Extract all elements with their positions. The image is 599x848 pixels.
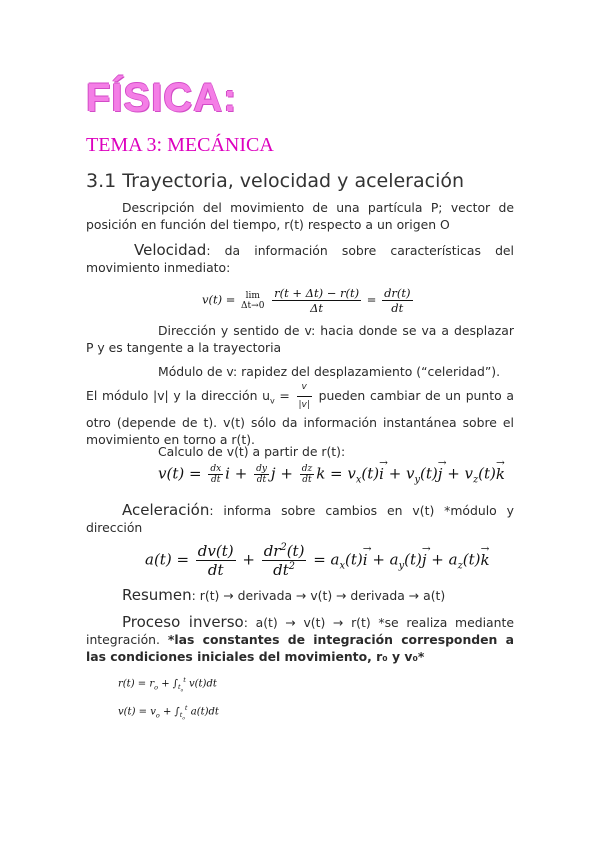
proceso-bold-text: *las constantes de integración corresponden a las condiciones iniciales del movimiento, r₀ y v₀* bbox=[86, 632, 514, 664]
resumen-text: : r(t) → derivada → v(t) → derivada → a(t) bbox=[191, 588, 446, 603]
paragraph-resumen bbox=[86, 587, 514, 604]
page-title: FÍSICA: bbox=[86, 76, 238, 120]
paragraph-direccion: Dirección y sentido de v: hacia donde se va a desplazar P y es tangente a la trayectoria bbox=[86, 323, 514, 355]
modulo-text-a: El módulo |v| y la dirección u bbox=[86, 388, 270, 403]
paragraph-modulo-1: Módulo de v: rapidez del desplazamiento (“celeridad”). bbox=[158, 364, 501, 379]
velocity-components-equation: v(t) = $\frac{dx}{dt}$ i + $\frac{dy}{dt}$ j + $\frac{dz}{dt}$ $k = v_x(t)i$ → + $v_y(t)j$ → + $v_z(t)k$ → bbox=[158, 464, 505, 486]
paragraph-aceleracion bbox=[86, 502, 514, 536]
paragraph-calculo: Calculo de v(t) a partir de r(t): bbox=[158, 444, 346, 459]
aceleracion-text: : informa sobre cambios en v(t) *módulo y dirección bbox=[86, 503, 514, 535]
velocity-integral-equation: $v(t) = v_o + \int_{t_o}^t$ a(t)dt bbox=[118, 704, 219, 721]
paragraph-proceso bbox=[86, 614, 514, 665]
acceleration-equation: a(t) = $\frac{dv(t)}{dt}$ + $\frac{dr^2(t)}{dt^2}$ = $a_x(t)i$ → + $a_y(t)j$ → + $a_z(t)k$ → bbox=[145, 542, 490, 579]
paragraph-velocidad bbox=[86, 242, 514, 276]
velocity-limit-equation: v(t) = lim Δt→0 $\frac{r(t + \Delta t) - r(t)}{\Delta t}$ = $\frac{dr(t)}{dt}$ bbox=[202, 286, 411, 315]
paragraph-descripcion: Descripción del movimiento de una partícula P; vector de posición en función del tiempo, r(t) respecto a un origen O bbox=[86, 200, 514, 232]
velocidad-text: : da información sobre características del movimiento inmediato: bbox=[86, 243, 514, 275]
topic-heading: TEMA 3: MECÁNICA bbox=[86, 134, 274, 156]
position-integral-equation: $r(t) = r_o + \int_{t_o}^t$ v(t)dt bbox=[118, 676, 217, 693]
proceso-heading: Proceso inverso bbox=[122, 613, 244, 631]
proceso-text: : a(t) → v(t) → r(t) *se realiza mediante integración. bbox=[86, 615, 514, 647]
resumen-heading: Resumen bbox=[122, 586, 192, 604]
velocidad-heading: Velocidad bbox=[134, 241, 207, 259]
aceleracion-heading: Aceleración bbox=[122, 501, 210, 519]
section-heading: 3.1 Trayectoria, velocidad y aceleración bbox=[86, 170, 465, 192]
paragraph-modulo-2: El módulo |v| y la dirección $u_v$ = $\frac{v}{|v|}$ pueden cambiar de un punto a otro (depende de t). v(t) sólo da información instantánea sobre el movimiento en torno a r(t). bbox=[86, 379, 514, 448]
modulo-text-b: pueden cambiar de un punto a otro (depende de t). v(t) sólo da información instantánea sobre el movimiento en torno a r(t). bbox=[86, 388, 514, 447]
